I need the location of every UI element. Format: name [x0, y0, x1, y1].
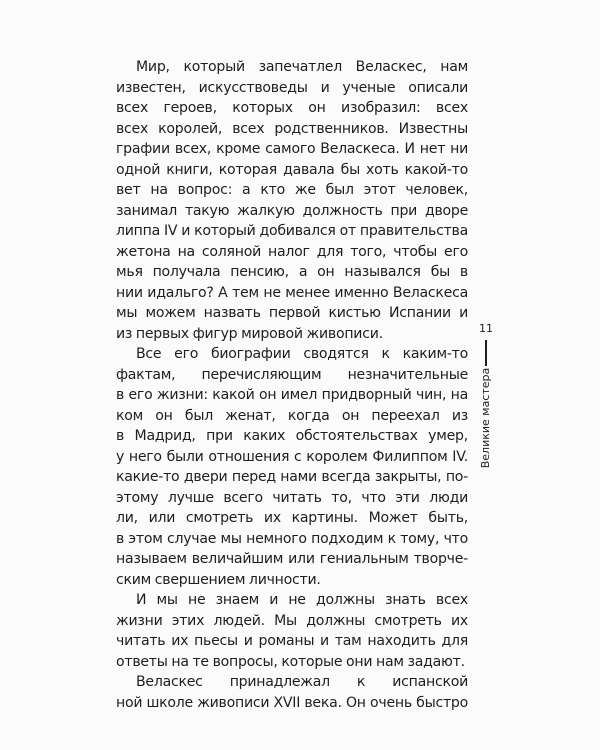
text-line: этому лучше всего читать то, что эти люди	[116, 489, 468, 506]
text-line: читать их пьесы и романы и там находить для	[116, 633, 468, 649]
page-number: 11	[479, 322, 493, 335]
text-line: в его жизни: какой он имел придворный чин, на	[116, 387, 468, 403]
text-line: одной книги, которая давала бы хоть какой-то	[116, 161, 468, 178]
text-line: жизни этих людей. Мы должны смотреть их	[116, 612, 468, 629]
paragraph	[116, 57, 468, 344]
text-line: у него были отношения с королем Филиппом IV.	[116, 448, 468, 465]
text-line: жетона на соляной налог для того, чтобы его	[116, 243, 468, 260]
margin-rule	[485, 340, 487, 366]
text-line: ли, или смотреть их картины. Может быть,	[116, 510, 468, 526]
text-line: ским свершением личности.	[116, 571, 321, 588]
body-text	[116, 57, 468, 713]
text-line: липпа IV и который добивался от правительства	[116, 223, 468, 239]
paragraph	[116, 590, 468, 672]
text-line: в Мадрид, при каких обстоятельствах умер,	[116, 428, 468, 444]
text-line: ответы на те вопросы, которые они нам задают.	[116, 653, 465, 670]
text-line: какие-то двери перед нами всегда закрыты, по-	[116, 469, 468, 485]
text-line: известен, искусствоведы и ученые описали	[116, 79, 468, 96]
text-line: фактам, перечисляющим незначительные	[116, 366, 468, 383]
text-line: называем величайшим или гениальным творче-	[116, 551, 468, 567]
text-line: графии всех, кроме самого Веласкеса. И нет ни	[116, 141, 468, 157]
text-line: всех героев, которых он изобразил: всех	[116, 100, 468, 116]
text-line: ком он был женат, когда он переехал из	[116, 407, 468, 424]
text-line: мья получала пенсию, а он назывался бы в	[116, 264, 468, 280]
text-line: Веласкес принадлежал к испанской	[136, 674, 468, 690]
text-line: мы можем назвать первой кистью Испании и	[116, 305, 468, 321]
text-line: вет на вопрос: а кто же был этот человек,	[116, 182, 468, 198]
page-margin-marker	[476, 322, 496, 469]
text-line: из первых фигур мировой живописи.	[116, 325, 383, 342]
text-line: И мы не знаем и не должны знать всех	[136, 592, 468, 608]
paragraph	[116, 344, 468, 590]
text-line: ной школе живописи XVII века. Он очень быстро	[116, 694, 468, 711]
text-line: Мир, который запечатлел Веласкес, нам	[136, 59, 468, 75]
text-line: всех королей, всех родственников. Известны	[116, 120, 468, 137]
text-line: нии идальго? А тем не менее именно Веласкеса	[116, 284, 468, 301]
text-line: Все его биографии сводятся к каким-то	[136, 346, 468, 362]
paragraph	[116, 672, 468, 713]
text-line: в этом случае мы немного подходим к тому, что	[116, 530, 468, 547]
text-line: занимал такую жалкую должность при дворе	[116, 202, 468, 219]
running-head: Великие мастера	[479, 367, 492, 469]
